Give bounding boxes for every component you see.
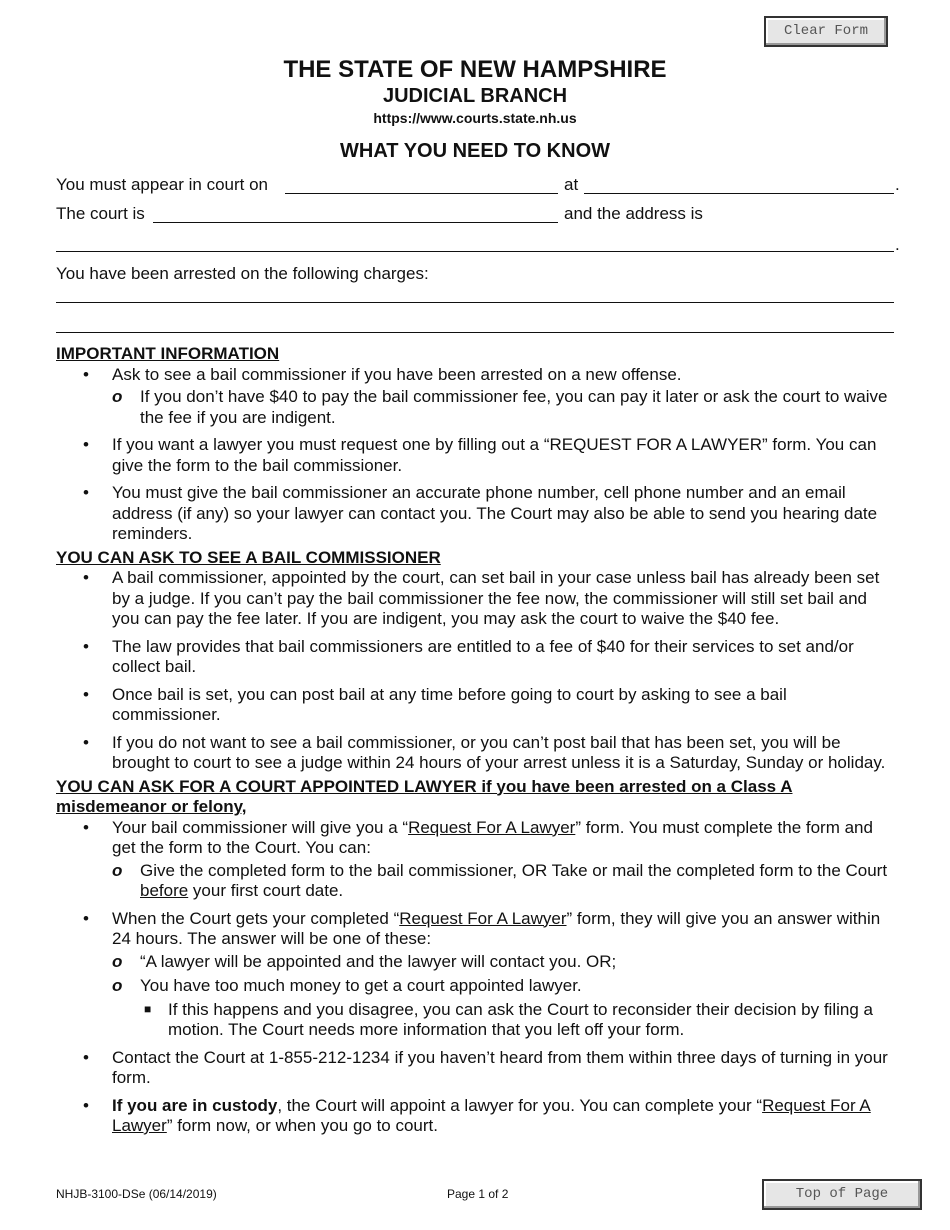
clear-form-button[interactable]: Clear Form: [764, 16, 888, 47]
lawyer-heading: YOU CAN ASK FOR A COURT APPOINTED LAWYER if you have been arrested on a Class A misdemeanor or felony,: [56, 776, 793, 816]
list-item: o “A lawyer will be appointed and the lawyer will contact you. OR;: [112, 951, 617, 971]
list-item: o Give the completed form to the bail commissioner, OR Take or mail the completed form to the Court before your first court date.: [112, 860, 888, 900]
list-item: o If you don’t have $40 to pay the bail commissioner fee, you can pay it later or ask the court to waive the fee if you are indigent.: [112, 387, 888, 427]
page-number: Page 1 of 2: [447, 1187, 509, 1201]
list-item: • Once bail is set, you can post bail at any time before going to court by asking to see a bail commissioner.: [83, 684, 787, 724]
bail-heading: YOU CAN ASK TO SEE A BAIL COMMISSIONER: [56, 547, 441, 567]
period: .: [895, 235, 900, 254]
list-item: • If you want a lawyer you must request one by filling out a “REQUEST FOR A LAWYER” form. You can give the form to the bail commissioner.: [83, 435, 877, 475]
court-label: The court is: [56, 204, 145, 223]
form-code: NHJB-3100-DSe (06/14/2019): [56, 1187, 217, 1201]
list-item: • You must give the bail commissioner an accurate phone number, cell phone number and an email address (if any) so your lawyer can contact you. The Court may also be able to send you hearing date reminders.: [83, 483, 878, 543]
instructions: [56, 344, 896, 1144]
list-item: o You have too much money to get a court appointed lawyer. ■ If this happens and you disagree, you can ask the Court to reconsider their decision by filing a motion. The Court needs more information that you left off your form.: [112, 976, 896, 1041]
charges-field-1[interactable]: [56, 302, 894, 303]
list-item: • Contact the Court at 1-855-212-1234 if you haven’t heard from them within three days of turning in your form.: [83, 1047, 888, 1087]
branch-title: JUDICIAL BRANCH: [382, 85, 568, 107]
top-of-page-button[interactable]: Top of Page: [762, 1179, 922, 1210]
list-item: • Ask to see a bail commissioner if you have been arrested on a new offense. o If you don’t have $40 to pay the bail commissioner fee, you can pay it later or ask the court to waive the fee if you are indigent.: [56, 365, 896, 429]
list-item: • When the Court gets your completed “Request For A Lawyer” form, they will give you an answer within 24 hours. The answer will be one of these: o “A lawyer will be appointed and the lawyer will contact you. OR; o You have too much money to get a court appointed lawyer. ■ If this happens and you disagree, you can ask the Court to reconsider their decision by filing a motion. The Court needs more information that you left off your form.: [56, 909, 896, 1041]
list-item: ■ If this happens and you disagree, you can ask the Court to reconsider their decision by filing a motion. The Court needs more information that you left off your form.: [144, 999, 873, 1039]
request-for-lawyer-form-name: Request For A Lawyer: [408, 817, 576, 837]
request-for-lawyer-form-name: Request For A Lawyer: [399, 908, 567, 928]
list-item: • If you do not want to see a bail commissioner, or you can’t post bail that has been set, you will be brought to court to see a judge within 24 hours of your arrest unless it is a Saturday, Sunday or holiday.: [83, 732, 886, 772]
court-address-field[interactable]: [56, 251, 894, 252]
charges-field-2[interactable]: [56, 332, 894, 333]
list-item: • If you are in custody, the Court will appoint a lawyer for you. You can complete your “Request For A Lawyer” form now, or when you go to court.: [83, 1095, 871, 1135]
charges-label: You have been arrested on the following charges:: [56, 264, 429, 283]
address-label: and the address is: [564, 204, 703, 223]
page-title: WHAT YOU NEED TO KNOW: [340, 140, 610, 162]
appear-label: You must appear in court on: [56, 175, 269, 194]
court-name-field[interactable]: [153, 222, 558, 223]
state-title: THE STATE OF NEW HAMPSHIRE: [283, 56, 667, 83]
list-item: • The law provides that bail commissioners are entitled to a fee of $40 for their services to set and/or collect bail.: [83, 636, 854, 676]
important-heading: IMPORTANT INFORMATION: [56, 344, 280, 363]
at-label: at: [564, 175, 579, 194]
list-item: • A bail commissioner, appointed by the court, can set bail in your case unless bail has already been set by a judge. If you can’t pay the bail commissioner the fee now, the commissioner will still set bail and you can pay the fee later. If you are indigent, you may ask the court to waive the $40 fee.: [83, 568, 880, 628]
court-url: https://www.courts.state.nh.us: [373, 110, 577, 126]
request-for-lawyer-form-name: Request For A Lawyer: [112, 1095, 871, 1135]
appear-date-field[interactable]: [285, 193, 558, 194]
list-item: • Your bail commissioner will give you a “Request For A Lawyer” form. You must complete the form and get the form to the Court. You can: o Give the completed form to the bail commissioner, OR Take or mail the completed form to the Court before your first court date.: [56, 818, 896, 902]
appear-time-field[interactable]: [584, 193, 894, 194]
period: .: [895, 175, 900, 194]
